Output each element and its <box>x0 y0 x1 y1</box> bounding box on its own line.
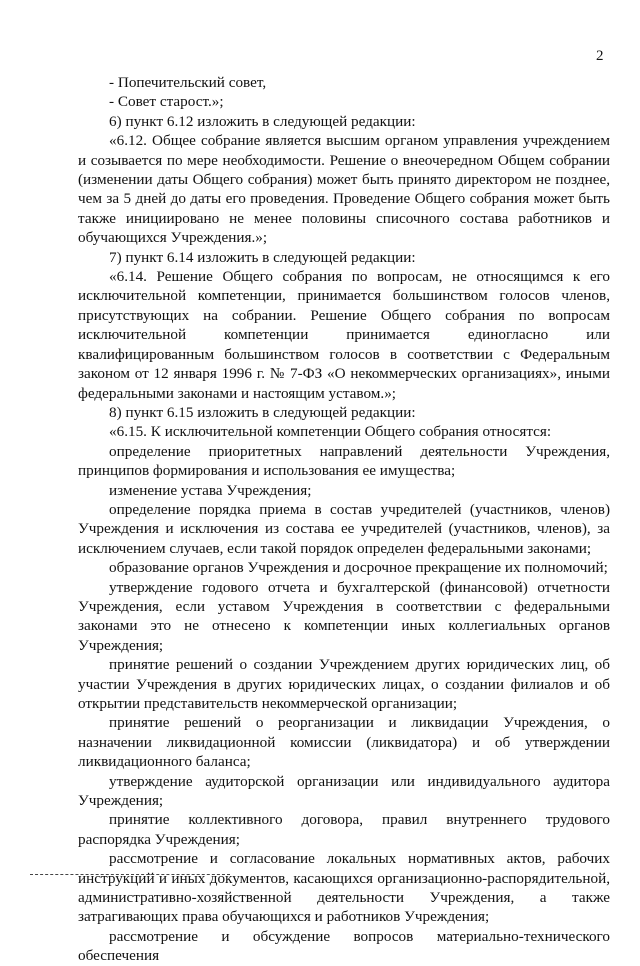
paragraph: 7) пункт 6.14 изложить в следующей редакции: <box>109 248 416 266</box>
paragraph: определение приоритетных направлений деятельности Учреждения, принципов формирования и использования ее имущества; <box>78 442 610 480</box>
paragraph: 6) пункт 6.12 изложить в следующей редакции: <box>109 112 416 130</box>
paragraph: - Попечительский совет, <box>109 74 267 91</box>
paragraph: образование органов Учреждения и досрочное прекращение их полномочий; <box>109 559 608 577</box>
paragraph: 8) пункт 6.15 изложить в следующей редакции: <box>109 403 416 421</box>
document-body <box>78 73 610 966</box>
paragraph: принятие решений о создании Учреждением других юридических лиц, об участии Учреждения в других юридических лицах, о создании филиалов и об открытии представительств некоммерческой организации; <box>78 656 610 712</box>
paragraph: рассмотрение и обсуждение вопросов материально-технического обеспечения <box>78 927 610 965</box>
paragraph: принятие решений о реорганизации и ликвидации Учреждения, о назначении ликвидационной комиссии (ликвидатора) и об утверждении ликвидационного баланса; <box>78 714 610 771</box>
paragraph: рассмотрение и согласование локальных нормативных актов, рабочих инструкций и иных документов, касающихся организационно-распорядительной, административно-хозяйственной деятельности Учреждения, а также затрагивающих права обучающихся и работников Учреждения; <box>78 850 610 926</box>
paragraph: - Совет старост.»; <box>109 93 224 111</box>
paragraph: изменение устава Учреждения; <box>109 481 312 499</box>
paragraph: «6.15. К исключительной компетенции Общего собрания относятся: <box>109 423 552 441</box>
page-number: 2 <box>596 48 604 64</box>
paragraph: принятие коллективного договора, правил внутреннего трудового распорядка Учреждения; <box>78 811 610 848</box>
paragraph: определение порядка приема в состав учредителей (участников, членов) Учреждения и исключения из состава ее учредителей (участников, членов), за исключением случаев, если такой порядок определен федеральными законами; <box>78 500 610 557</box>
paragraph: «6.14. Решение Общего собрания по вопросам, не относящимся к его исключительной компетенции, принимается большинством голосов членов, присутствующих на собрании. Решение Общего собрания по вопросам исключительной компетенции принимается единогласно или квалифицированным большинством голосов в соответствии с Федеральным законом от 12 января 1996 г. № 7-ФЗ «О некоммерческих организациях», иными федеральными законами и настоящим уставом.»; <box>78 268 610 402</box>
paragraph: утверждение аудиторской организации или индивидуального аудитора Учреждения; <box>78 772 610 810</box>
footer-divider <box>30 874 230 875</box>
paragraph: «6.12. Общее собрание является высшим органом управления учреждением и созывается по мере необходимости. Решение о внеочередном Общем собрании (изменении даты Общего собрания) может быть принято директором не позднее, чем за 5 дней до даты его проведения. Проведение Общего собрания может быть также инициировано не менее половины списочного состава работников и обучающихся Учреждения.»; <box>78 132 610 247</box>
paragraph: утверждение годового отчета и бухгалтерской (финансовой) отчетности Учреждения, если уставом Учреждения в соответствии с федеральными законами это не отнесено к компетенции иных коллегиальных органов Учреждения; <box>78 578 610 654</box>
